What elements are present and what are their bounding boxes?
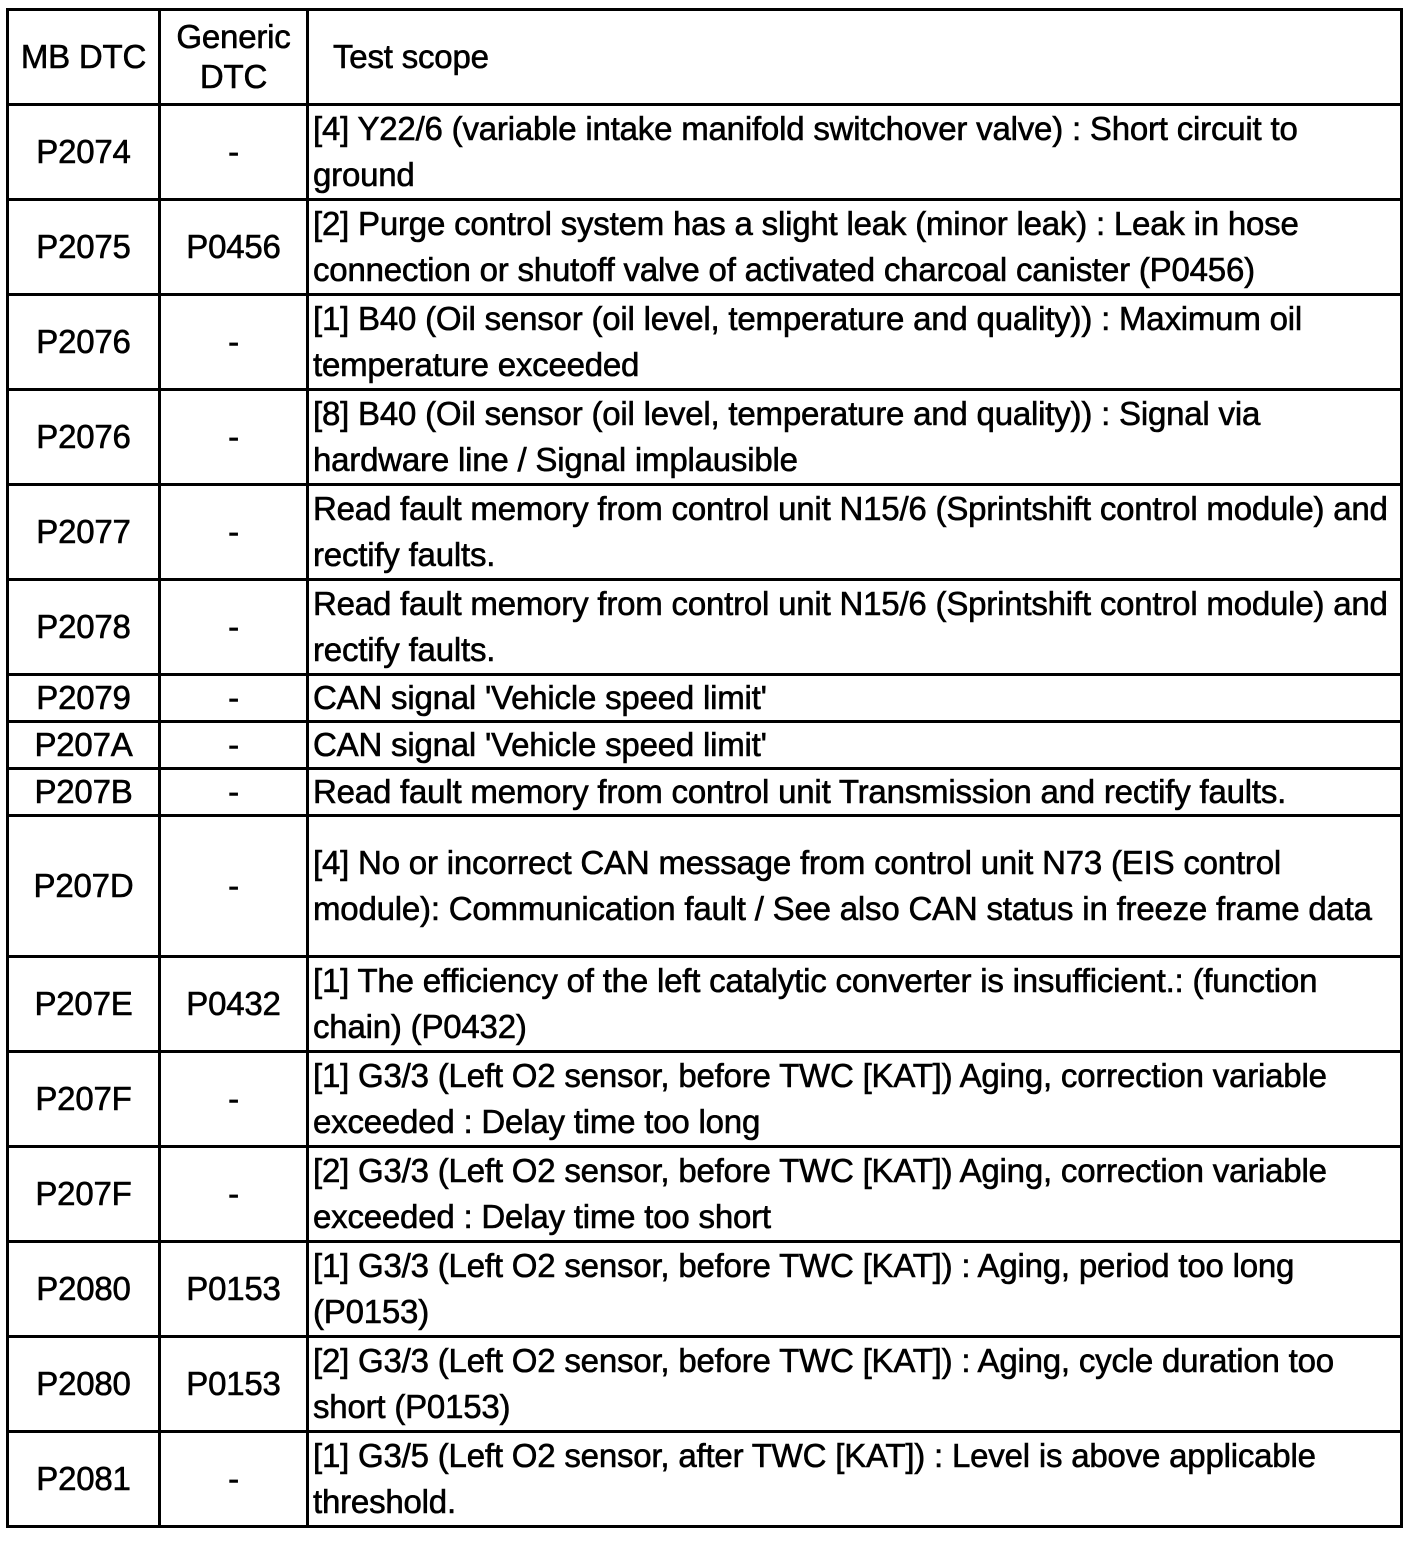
mb-dtc-cell: P207F [8,1147,160,1242]
header-row [8,10,1402,105]
test-scope-cell: CAN signal 'Vehicle speed limit' [308,675,1402,722]
table-row [8,816,1402,957]
table-row [8,580,1402,675]
generic-dtc-cell: P0153 [160,1242,308,1337]
mb-dtc-cell: P2078 [8,580,160,675]
table-row [8,1242,1402,1337]
test-scope-cell: Read fault memory from control unit Transmission and rectify faults. [308,769,1402,816]
test-scope-cell: [4] No or incorrect CAN message from control unit N73 (EIS control module): Communication fault / See also CAN status in freeze frame data [308,816,1402,957]
header-generic-dtc-line2: DTC [199,58,268,95]
generic-dtc-cell: - [160,390,308,485]
generic-dtc-cell: - [160,1147,308,1242]
generic-dtc-cell: - [160,1052,308,1147]
mb-dtc-cell: P2075 [8,200,160,295]
header-mb-dtc: MB DTC [8,10,160,105]
generic-dtc-cell: P0456 [160,200,308,295]
generic-dtc-cell: P0432 [160,957,308,1052]
table-row [8,1337,1402,1432]
mb-dtc-cell: P2074 [8,105,160,200]
mb-dtc-cell: P2080 [8,1242,160,1337]
generic-dtc-cell: - [160,722,308,769]
table-row [8,675,1402,722]
table-row [8,1432,1402,1527]
table-row [8,200,1402,295]
table-row [8,1052,1402,1147]
generic-dtc-cell: P0153 [160,1337,308,1432]
mb-dtc-cell: P2076 [8,295,160,390]
generic-dtc-cell: - [160,580,308,675]
test-scope-cell: [8] B40 (Oil sensor (oil level, temperature and quality)) : Signal via hardware line / Signal implausible [308,390,1402,485]
dtc-table [6,8,1403,1528]
mb-dtc-cell: P207A [8,722,160,769]
table-row [8,390,1402,485]
generic-dtc-cell: - [160,816,308,957]
table-row [8,485,1402,580]
test-scope-cell: [1] G3/5 (Left O2 sensor, after TWC [KAT]) : Level is above applicable threshold. [308,1432,1402,1527]
mb-dtc-cell: P207F [8,1052,160,1147]
table-row [8,105,1402,200]
test-scope-cell: [2] Purge control system has a slight leak (minor leak) : Leak in hose connection or shutoff valve of activated charcoal canister (P0456) [308,200,1402,295]
header-generic-dtc [160,10,308,105]
mb-dtc-cell: P2077 [8,485,160,580]
test-scope-cell: [1] B40 (Oil sensor (oil level, temperature and quality)) : Maximum oil temperature exceeded [308,295,1402,390]
test-scope-cell: [1] G3/3 (Left O2 sensor, before TWC [KAT]) : Aging, period too long (P0153) [308,1242,1402,1337]
table-row [8,722,1402,769]
test-scope-cell: [2] G3/3 (Left O2 sensor, before TWC [KAT]) Aging, correction variable exceeded : Delay time too short [308,1147,1402,1242]
generic-dtc-cell: - [160,769,308,816]
table-row [8,769,1402,816]
generic-dtc-cell: - [160,105,308,200]
header-test-scope: Test scope [308,10,1402,105]
generic-dtc-cell: - [160,295,308,390]
header-generic-dtc-line1: Generic [176,18,291,55]
mb-dtc-cell: P2081 [8,1432,160,1527]
table-row [8,295,1402,390]
mb-dtc-cell: P207D [8,816,160,957]
mb-dtc-cell: P207B [8,769,160,816]
mb-dtc-cell: P2079 [8,675,160,722]
mb-dtc-cell: P207E [8,957,160,1052]
test-scope-cell: [4] Y22/6 (variable intake manifold switchover valve) : Short circuit to ground [308,105,1402,200]
generic-dtc-cell: - [160,485,308,580]
test-scope-cell: [1] G3/3 (Left O2 sensor, before TWC [KAT]) Aging, correction variable exceeded : Delay time too long [308,1052,1402,1147]
generic-dtc-cell: - [160,1432,308,1527]
table-row [8,1147,1402,1242]
generic-dtc-cell: - [160,675,308,722]
test-scope-cell: [2] G3/3 (Left O2 sensor, before TWC [KAT]) : Aging, cycle duration too short (P0153) [308,1337,1402,1432]
mb-dtc-cell: P2076 [8,390,160,485]
mb-dtc-cell: P2080 [8,1337,160,1432]
test-scope-cell: CAN signal 'Vehicle speed limit' [308,722,1402,769]
test-scope-cell: [1] The efficiency of the left catalytic converter is insufficient.: (function chain) (P0432) [308,957,1402,1052]
test-scope-cell: Read fault memory from control unit N15/6 (Sprintshift control module) and rectify faults. [308,580,1402,675]
table-row [8,957,1402,1052]
test-scope-cell: Read fault memory from control unit N15/6 (Sprintshift control module) and rectify faults. [308,485,1402,580]
